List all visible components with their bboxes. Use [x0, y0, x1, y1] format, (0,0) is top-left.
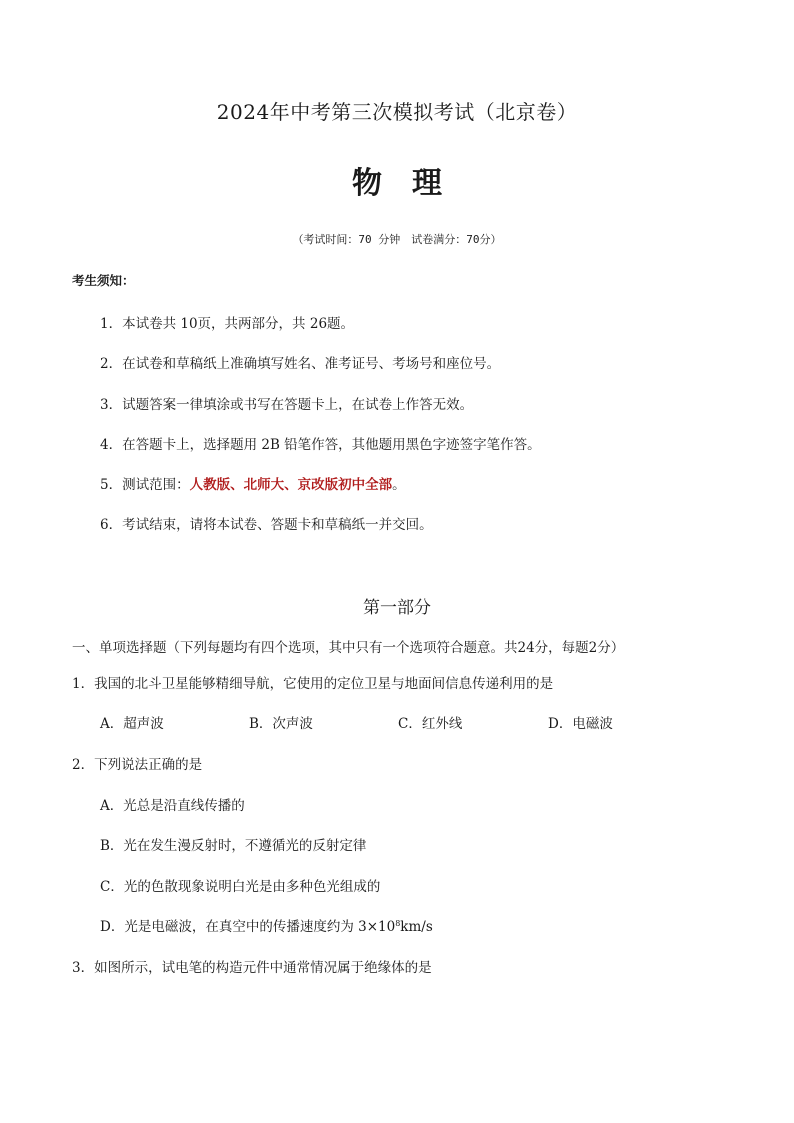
notice-item-5-prefix: 5．测试范围： — [100, 477, 190, 493]
q2-option-d — [100, 915, 433, 935]
notice-item-5 — [100, 473, 406, 493]
exam-title: 2024年中考第三次模拟考试（北京卷） — [216, 100, 578, 124]
q1-option-d: D．电磁波 — [548, 716, 613, 732]
q1-option-b: B．次声波 — [249, 716, 313, 732]
q2-option-d-unit: km/s — [400, 919, 433, 935]
subject-title: 物 理 — [352, 166, 442, 201]
q2-option-b: B．光在发生漫反射时，不遵循光的反射定律 — [100, 838, 367, 854]
exam-info: （考试时间：70 分钟 试卷满分：70分） — [292, 233, 502, 246]
question-3-stem: 3．如图所示，试电笔的构造元件中通常情况属于绝缘体的是 — [72, 960, 432, 976]
test-scope-highlight: 人教版、北师大、京改版初中全部 — [189, 477, 393, 493]
q1-option-a: A．超声波 — [100, 716, 164, 732]
notice-item-4: 4．在答题卡上，选择题用 2B 铅笔作答，其他题用黑色字迹签字笔作答。 — [100, 437, 541, 453]
q2-option-c: C．光的色散现象说明白光是由多种色光组成的 — [100, 879, 381, 895]
notice-item-6: 6．考试结束，请将本试卷、答题卡和草稿纸一并交回。 — [100, 517, 433, 533]
notice-item-2: 2．在试卷和草稿纸上准确填写姓名、准考证号、考场号和座位号。 — [100, 356, 501, 372]
notice-item-5-suffix: 。 — [392, 477, 406, 493]
q2-option-d-text: D．光是电磁波，在真空中的传播速度约为 3×10 — [100, 919, 396, 935]
section-title: 一、单项选择题（下列每题均有四个选项，其中只有一个选项符合题意。共24分，每题2分） — [72, 640, 625, 656]
notice-item-3: 3．试题答案一律填涂或书写在答题卡上，在试卷上作答无效。 — [100, 397, 474, 413]
question-1-stem: 1．我国的北斗卫星能够精细导航，它使用的定位卫星与地面间信息传递利用的是 — [72, 676, 554, 692]
q2-option-a: A．光总是沿直线传播的 — [100, 798, 245, 814]
notice-item-1: 1．本试卷共 10页，共两部分，共 26题。 — [100, 316, 355, 332]
part-title: 第一部分 — [363, 598, 431, 618]
notice-heading: 考生须知： — [72, 273, 135, 288]
q1-option-c: C．红外线 — [398, 716, 463, 732]
q2-option-d-exponent: 8 — [395, 919, 401, 928]
question-2-stem: 2．下列说法正确的是 — [72, 757, 203, 773]
